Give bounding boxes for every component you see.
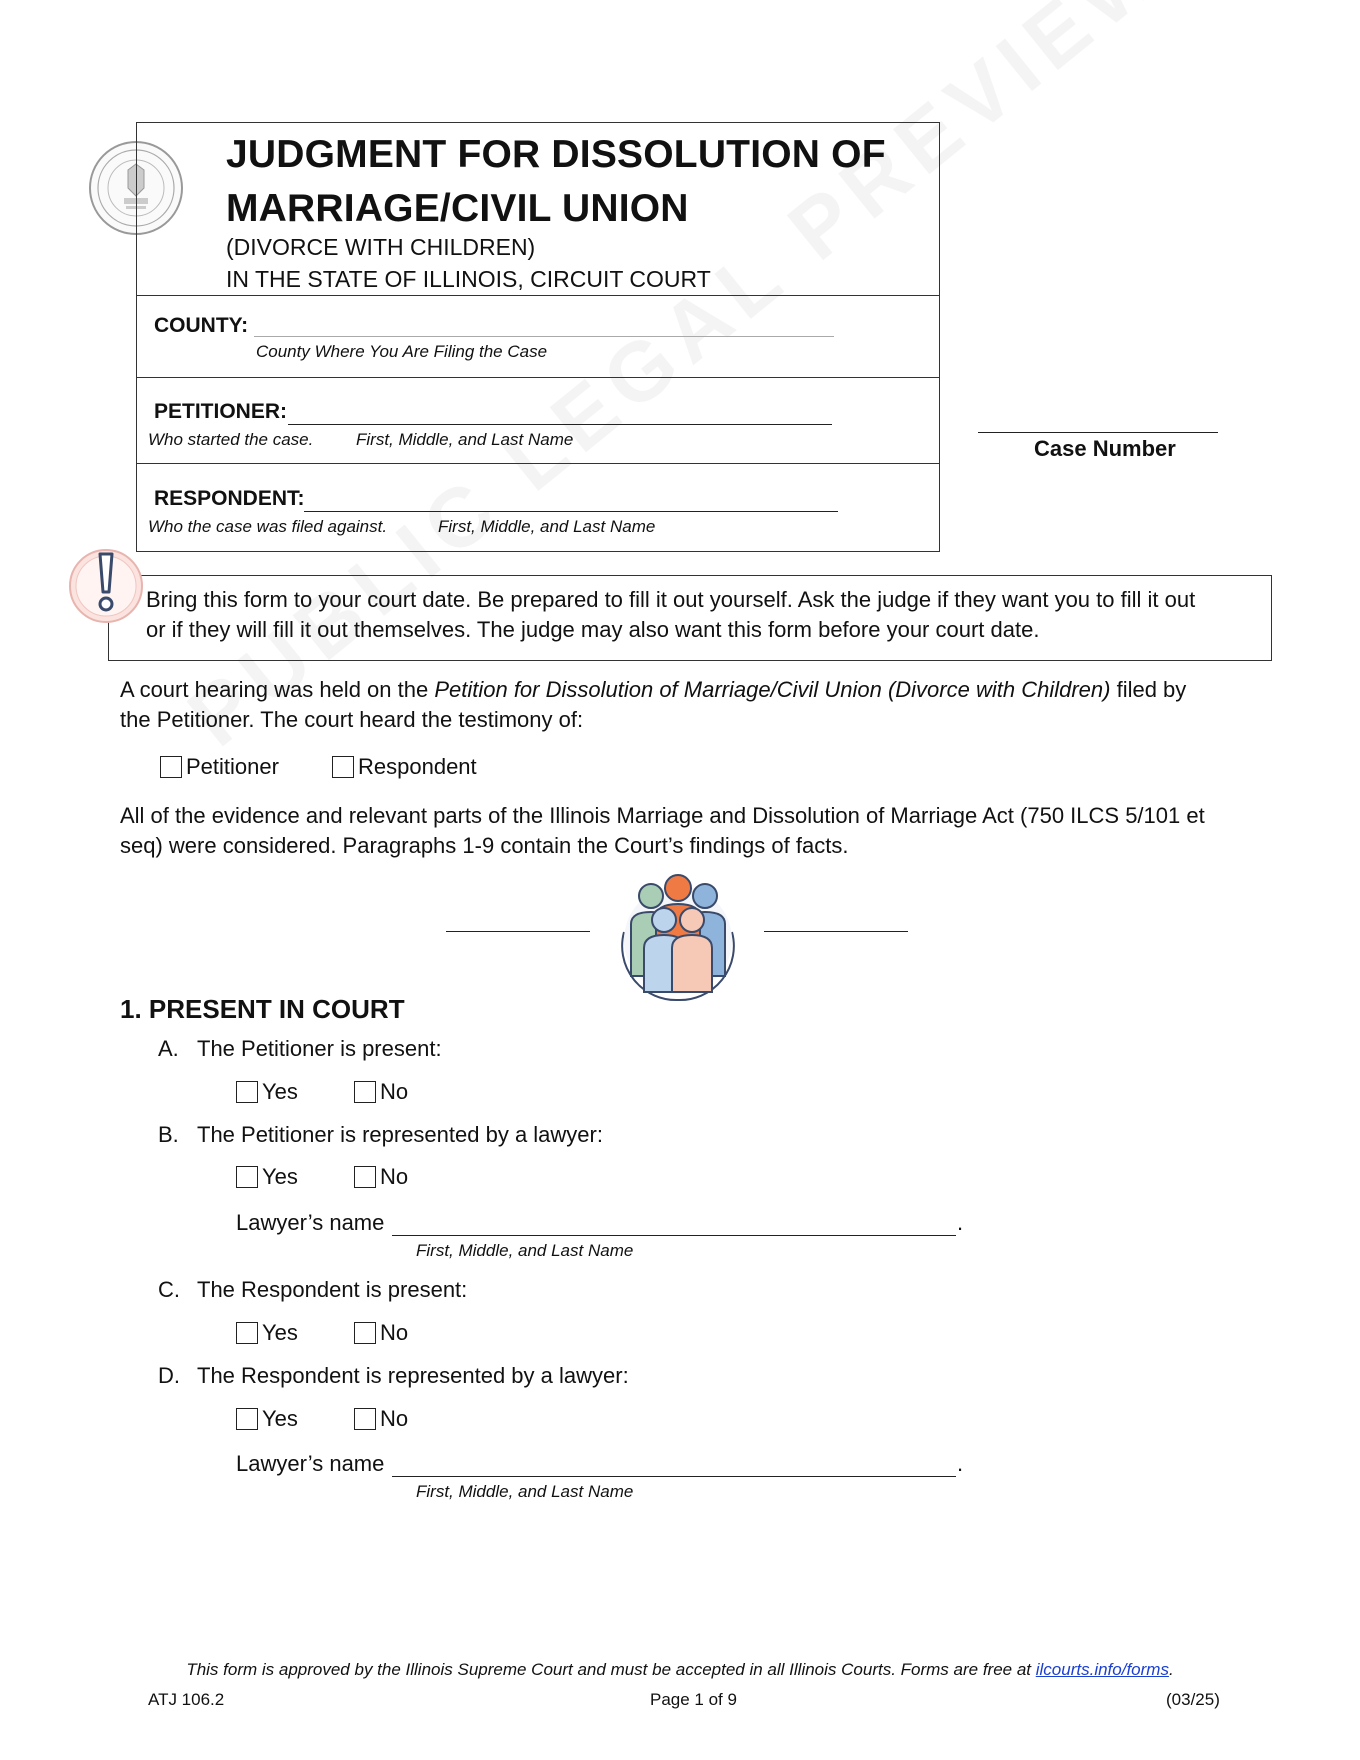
footer-note-end: . [1168,1660,1174,1679]
case-number-field[interactable] [978,404,1218,433]
evidence-line-1: All of the evidence and relevant parts of the Illinois Marriage and Dissolution of Marriage Act (750 ILCS 5/101 et [120,803,1205,828]
testimony-petitioner-checkbox[interactable] [160,754,279,780]
question-d-letter: D. [158,1363,180,1388]
petitioner-lawyer-no-checkbox[interactable] [354,1164,408,1190]
respondent-present-yes-checkbox[interactable] [236,1320,298,1346]
title-line-1: JUDGMENT FOR DISSOLUTION OF [226,133,886,176]
checkbox-label: No [380,1406,409,1431]
checkbox-label: No [380,1079,409,1104]
checkbox-box[interactable] [354,1408,376,1430]
respondent-lawyer-no-checkbox[interactable] [354,1406,408,1432]
intro-text-a: A court hearing was held on the [120,677,435,702]
question-d-text: The Respondent is represented by a lawyer: [197,1363,629,1388]
checkbox-label: Yes [262,1406,298,1431]
question-b-text: The Petitioner is represented by a lawyer: [197,1122,603,1147]
case-number-label: Case Number [1034,436,1176,461]
county-field[interactable] [254,306,834,337]
page-number: Page 1 of 9 [650,1690,737,1709]
question-a-text: The Petitioner is present: [197,1036,442,1061]
exclamation-icon [66,546,146,626]
respondent-hint: Who the case was filed against. [148,517,388,536]
respondent-lawyer-name-field[interactable] [392,1449,956,1477]
checkbox-box[interactable] [332,756,354,778]
checkbox-label: No [380,1320,409,1345]
title-line-2: MARRIAGE/CIVIL UNION [226,187,689,230]
respondent-name-hint: First, Middle, and Last Name [438,517,656,536]
question-b-letter: B. [158,1122,179,1147]
petition-title: Petition for Dissolution of Marriage/Civil Union (Divorce with Children) [434,677,1111,702]
period: . [957,1210,964,1235]
respondent-name-field[interactable] [304,483,838,512]
checkbox-label: Yes [262,1079,298,1104]
county-hint: County Where You Are Filing the Case [256,342,548,361]
petitioner-lawyer-label: Lawyer’s name [236,1210,385,1235]
form-id: ATJ 106.2 [148,1690,225,1709]
forms-link[interactable]: ilcourts.info/forms [1035,1660,1169,1679]
period: . [957,1451,964,1476]
divider-left [446,930,590,932]
petitioner-lawyer-hint: First, Middle, and Last Name [416,1241,634,1260]
subtitle-divorce-with-children: (DIVORCE WITH CHILDREN) [226,234,536,260]
checkbox-box[interactable] [354,1322,376,1344]
respondent-lawyer-hint: First, Middle, and Last Name [416,1482,634,1501]
petitioner-present-yes-checkbox[interactable] [236,1079,298,1105]
respondent-lawyer-yes-checkbox[interactable] [236,1406,298,1432]
petitioner-label: PETITIONER: [154,400,288,423]
footer-approval-note [0,1660,1360,1680]
testimony-respondent-checkbox[interactable] [332,754,477,780]
petitioner-present-no-checkbox[interactable] [354,1079,408,1105]
petitioner-name-hint: First, Middle, and Last Name [356,430,574,449]
intro-line-2: the Petitioner. The court heard the testimony of: [120,707,584,732]
respondent-lawyer-label: Lawyer’s name [236,1451,385,1476]
checkbox-label: Yes [262,1320,298,1345]
notice-text-line-1: Bring this form to your court date. Be prepared to fill it out yourself. Ask the judge if they want you to fill it out [146,587,1196,612]
document-title [226,128,886,236]
intro-text-b: filed by [1110,677,1187,702]
county-label: COUNTY: [154,314,249,337]
checkbox-box[interactable] [354,1081,376,1103]
petitioner-name-field[interactable] [288,396,832,425]
people-group-icon [614,872,742,1008]
respondent-present-no-checkbox[interactable] [354,1320,408,1346]
respondent-label: RESPONDENT: [154,487,305,510]
subtitle-court: IN THE STATE OF ILLINOIS, CIRCUIT COURT [226,266,711,292]
petitioner-lawyer-name-field[interactable] [392,1208,956,1236]
checkbox-label: No [380,1164,409,1189]
checkbox-box[interactable] [354,1166,376,1188]
checkbox-box[interactable] [236,1322,258,1344]
section-1-title: 1. PRESENT IN COURT [120,994,405,1024]
intro-line-1 [120,675,1186,705]
evidence-line-2: seq) were considered. Paragraphs 1-9 contain the Court’s findings of facts. [120,833,849,858]
checkbox-box[interactable] [236,1166,258,1188]
petitioner-hint: Who started the case. [148,430,314,449]
checkbox-box[interactable] [160,756,182,778]
question-c-letter: C. [158,1277,180,1302]
checkbox-label: Respondent [358,754,477,779]
petitioner-lawyer-yes-checkbox[interactable] [236,1164,298,1190]
footer-note-text: This form is approved by the Illinois Supreme Court and must be accepted in all Illinois Courts. Forms are free at [186,1660,1036,1679]
checkbox-label: Yes [262,1164,298,1189]
notice-text-line-2: or if they will fill it out themselves. The judge may also want this form before your court date. [146,617,1040,642]
divider-right [764,930,908,932]
question-a-letter: A. [158,1036,179,1061]
question-c-text: The Respondent is present: [197,1277,468,1302]
checkbox-box[interactable] [236,1081,258,1103]
form-date: (03/25) [1166,1690,1220,1709]
checkbox-label: Petitioner [186,754,279,779]
checkbox-box[interactable] [236,1408,258,1430]
